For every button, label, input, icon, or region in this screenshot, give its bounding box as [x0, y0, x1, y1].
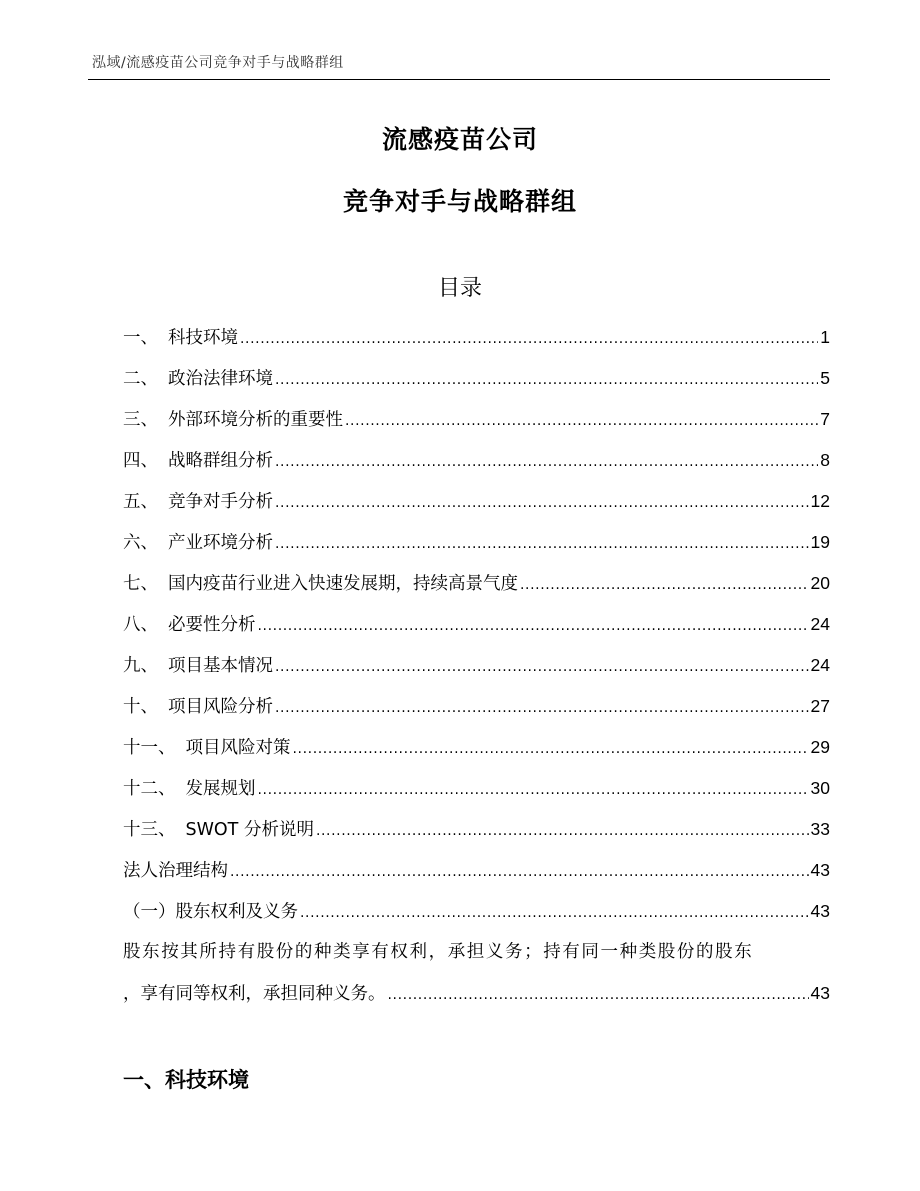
- toc-entry-number: 十二、: [123, 779, 176, 799]
- toc-heading: 目录: [437, 276, 482, 301]
- toc-entry-page: 30: [810, 778, 830, 798]
- toc-leader-dots: [345, 406, 818, 436]
- toc-entry-label: 外部环境分析的重要性: [168, 410, 343, 430]
- toc-leader-dots: [275, 488, 809, 518]
- toc-entry-page: 8: [820, 450, 830, 470]
- toc-leader-dots: [258, 611, 809, 641]
- toc-entry-label: 发展规划: [185, 779, 256, 799]
- toc-entry-page: 24: [810, 614, 830, 634]
- toc-leader-dots: [275, 693, 809, 723]
- toc-entry-page: 33: [810, 819, 830, 839]
- toc-entry-page: 43: [810, 860, 830, 880]
- toc-entry-number: 一、: [123, 328, 158, 348]
- toc-leader-dots: [275, 529, 809, 559]
- toc-leader-dots: [293, 734, 809, 764]
- toc-entry[interactable]: [123, 896, 830, 937]
- toc-entry-number: 九、: [123, 656, 158, 676]
- toc-entry[interactable]: [123, 691, 830, 732]
- toc-entry-label: 项目基本情况: [168, 656, 273, 676]
- toc-entry[interactable]: [123, 322, 830, 363]
- toc-entry-label: 竞争对手分析: [168, 492, 273, 512]
- toc-leader-dots: [275, 365, 818, 395]
- table-of-contents: [123, 322, 830, 1019]
- toc-entry-label: 项目风险分析: [168, 697, 273, 717]
- toc-leader-dots: [520, 570, 809, 600]
- toc-entry-page: 20: [810, 573, 830, 593]
- toc-entry[interactable]: [123, 814, 830, 855]
- toc-entry[interactable]: [123, 855, 830, 896]
- running-header: 泓域/流感疫苗公司竞争对手与战略群组: [92, 55, 344, 71]
- toc-entry-label: SWOT 分析说明: [185, 820, 314, 840]
- toc-entry-label: ，享有同等权利，承担同种义务。: [123, 984, 386, 1004]
- toc-leader-dots: [230, 857, 809, 887]
- toc-entry[interactable]: [123, 445, 830, 486]
- toc-entry-number: 四、: [123, 451, 158, 471]
- document-title-line-2: 竞争对手与战略群组: [342, 187, 577, 216]
- toc-entry-label: 国内疫苗行业进入快速发展期，持续高景气度: [168, 574, 518, 594]
- toc-leader-dots: [316, 816, 809, 846]
- header-divider: [88, 79, 830, 80]
- toc-entry-number: 五、: [123, 492, 158, 512]
- toc-entry[interactable]: [123, 773, 830, 814]
- toc-leader-dots: [258, 775, 809, 805]
- toc-leader-dots: [388, 980, 809, 1010]
- toc-entry-page: 12: [810, 491, 830, 511]
- toc-entry-label: 战略群组分析: [168, 451, 273, 471]
- toc-entry-page: 24: [810, 655, 830, 675]
- toc-entry[interactable]: [123, 650, 830, 691]
- toc-entry-label: （一）股东权利及义务: [123, 902, 298, 922]
- toc-leader-dots: [240, 324, 818, 354]
- toc-entry[interactable]: [123, 527, 830, 568]
- toc-entry-page: 29: [810, 737, 830, 757]
- toc-entry-page: 19: [810, 532, 830, 552]
- toc-entry-number: 十一、: [123, 738, 176, 758]
- toc-entry-wrapped-line[interactable]: 股东按其所持有股份的种类享有权利，承担义务；持有同一种类股份的股东: [123, 942, 754, 962]
- toc-entry-number: 二、: [123, 369, 158, 389]
- toc-entry-label: 科技环境: [168, 328, 238, 348]
- toc-entry-page: 5: [820, 368, 830, 388]
- section-heading: 一、科技环境: [123, 1068, 249, 1092]
- toc-entry-label: 产业环境分析: [168, 533, 273, 553]
- toc-leader-dots: [275, 652, 809, 682]
- toc-entry-page: 1: [820, 327, 830, 347]
- toc-leader-dots: [275, 447, 818, 477]
- toc-entry-label: 法人治理结构: [123, 861, 228, 881]
- toc-leader-dots: [300, 898, 809, 928]
- toc-entry[interactable]: [123, 978, 830, 1019]
- toc-entry[interactable]: [123, 404, 830, 445]
- toc-entry-number: 六、: [123, 533, 158, 553]
- toc-entry-number: 十三、: [123, 820, 176, 840]
- toc-entry-label: 政治法律环境: [168, 369, 273, 389]
- toc-entry[interactable]: [123, 732, 830, 773]
- toc-entry-label: 项目风险对策: [185, 738, 291, 758]
- toc-entry-page: 27: [810, 696, 830, 716]
- toc-entry-page: 43: [810, 983, 830, 1003]
- toc-entry[interactable]: [123, 486, 830, 527]
- toc-entry[interactable]: [123, 568, 830, 609]
- toc-entry-label: 必要性分析: [168, 615, 256, 635]
- toc-entry-page: 43: [810, 901, 830, 921]
- toc-entry[interactable]: [123, 609, 830, 650]
- toc-entry-number: 十、: [123, 697, 158, 717]
- document-title-line-1: 流感疫苗公司: [381, 125, 538, 154]
- toc-entry-number: 七、: [123, 574, 158, 594]
- toc-entry-number: 八、: [123, 615, 158, 635]
- toc-entry-page: 7: [820, 409, 830, 429]
- toc-entry-number: 三、: [123, 410, 158, 430]
- toc-entry[interactable]: [123, 363, 830, 404]
